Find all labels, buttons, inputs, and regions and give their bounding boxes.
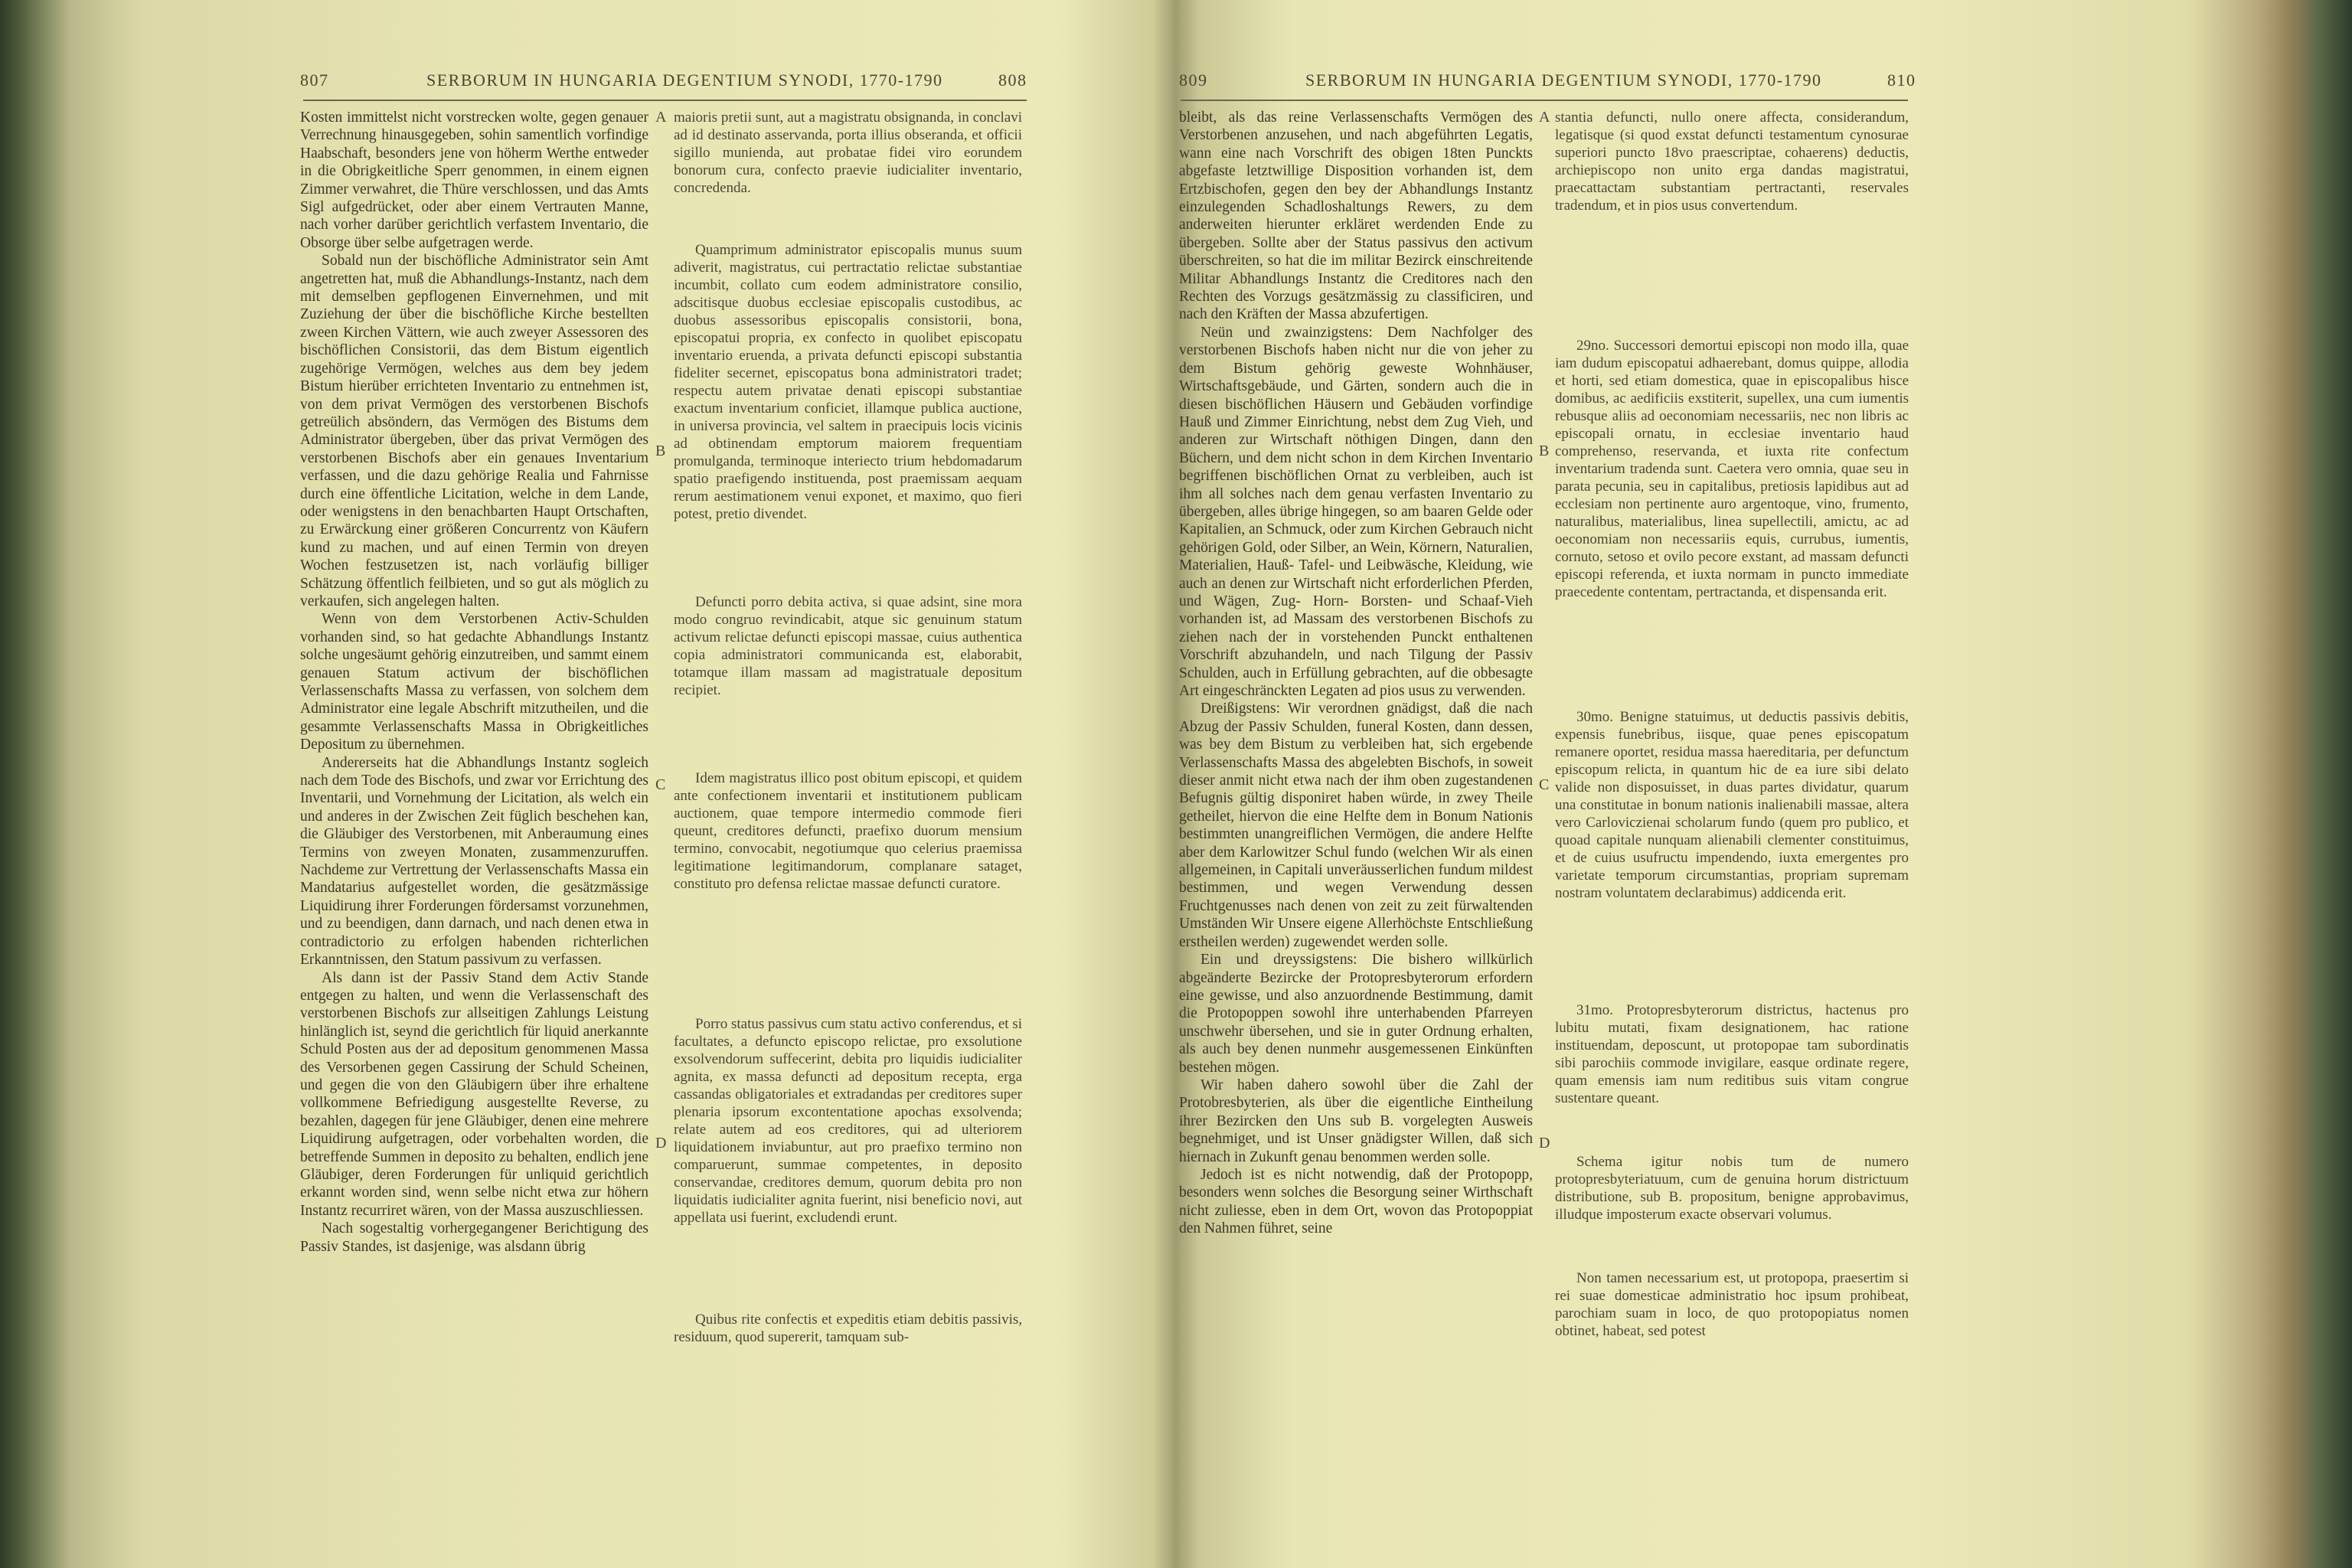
paragraph: Quibus rite confectis et expeditis etiam debitis passivis, residuum, quod supererit, tamquam sub-: [674, 1312, 1022, 1345]
latin-column-left: [674, 109, 1022, 1346]
paragraph: Nach sogestaltig vorhergegangener Berichtigung des Passiv Standes, ist dasjenige, was alsdann übrig: [300, 1220, 648, 1255]
paragraph: Kosten immittelst nicht vorstrecken wolte, gegen genauer Verrechnung hinausgegeben, sohin samentlich vorfindige Haabschaft, besonders jene von höherm Werthe entweder in die Obrigkeitliche Sperr genommen, in einem eignen Zimmer verwahret, die Thüre verschlossen, und das Amts Sigl aufgedrücket, oder aber einem Vertrauten Manne, nach vorher darüber gerichtlich verfastem Inventario, die Obsorge über selbe aufgetragen werde.: [300, 109, 648, 251]
paragraph: 31mo. Protopresbyterorum districtus, hactenus pro lubitu mutati, fixam designationem, hac ratione instituendam, deposcunt, ut protopopae tam subordinatis sibi parochiis commode invigilare, easque ordinate regere, quam emensis iam num reditibus suis vitam congrue sustentare queant.: [1555, 1002, 1909, 1106]
margin-letter-b: B: [655, 443, 666, 459]
margin-letter-d: D: [1539, 1135, 1550, 1152]
header-rule: [303, 100, 1027, 101]
margin-letter-c: C: [655, 776, 666, 793]
margin-letter-a: A: [1539, 109, 1550, 126]
paragraph: Sobald nun der bischöfliche Administrator sein Amt angetretten hat, muß die Abhandlungs-Instantz, nach dem mit demselben gepflogenen Einvernehmen, und mit Zuziehung der über die bischöfliche Kirche bestellten zween Kirchen Vättern, wie auch zweyer Assessoren des bischöflichen Consistorii, das dem Bistum eigentlich zugehörige Vermögen, welches aus dem bey jedem Bistum hierüber errichteten Inventario zu entnehmen ist, von dem privat Vermögen des verstorbenen Bischofs getreülich absöndern, das Vermögen des Bistums dem Administrator übergeben, über das privat Vermögen des verstorbenen Bischofs aber ein genaues Inventarium verfassen, und die dazu gehörige Realia und Fahrnisse durch eine öffentliche Licitation, welche in dem Lande, oder wenigstens in den benachbarten Haupt Ortschaften, zu Erwärckung einer größeren Concurrentz von Käufern kund zu machen, und auf einen Termin von dreyen Wochen festzusetzen ist, nach vorläufig billiger Schätzung öffentlich feilbieten, und so gut als möglich zu verkaufen, sich angelegen halten.: [300, 253, 648, 609]
paragraph: Wir haben dahero sowohl über die Zahl der Protobresbyterien, als über die eigentliche Eintheilung ihrer Bezircken den Uns sub B. vorgelegten Ausweis begnehmiget, und ist Unser gnädigster Willen, daß sich hiernach in Zukunft genau benommen werden solle.: [1179, 1076, 1533, 1165]
margin-letter-c: C: [1539, 776, 1550, 793]
paragraph: bleibt, als das reine Verlassenschafts Vermögen des Verstorbenen anzusehen, und nach abgeführten Legatis, wann eine nach Vorschrift des obigen 18ten Punckts abgefaste letztwillige Disposition vorhanden ist, dem Ertzbischofen, gegen den bey der Abhandlungs Instantz einzulegenden Schadloshaltungs Rewers, zu dem anderweiten hierunter erkläret werdenden Ende zu übergeben. Sollte aber der Status passivus den activum überschreiten, so hat die im militar Bezirck einschreitende Militar Abhandlungs Instantz die Creditores nach den Rechten des Vorzugs gesätzmässig zu classificiren, und nach den Kräften der Massa abzufertigen.: [1179, 109, 1533, 323]
margin-letter-a: A: [655, 109, 667, 126]
paragraph: Neün und zwainzigstens: Dem Nachfolger des verstorbenen Bischofs haben nicht nur die von jeher zu dem Bistum gehörig geweste Wohnhäuser, Wirtschaftsgebäude, und Gärten, sondern auch die in diesen bischöflichen Häusern und Gebäuden vorfindige Hauß und Zimmer Einrichtung, nebst dem Zug Vieh, und anderen zur Wirtschaft nöthigen Dingen, dann den Büchern, und dem nicht schon in dem Kirchen Inventario begriffenen bischöflichen Ornat zu verbleiben, auch ist ihm all solches nach dem genau verfasten Inventario zu übergeben, alles übrige hingegen, so am baaren Gelde oder Kapitalien, an Schmuck, oder zum Kirchen Gebrauch nicht gehörigen Gold, oder Silber, an Wein, Körnern, Naturalien, Materialien, Hauß- Tafel- und Leibwäsche, Kleidung, wie auch an denen zur Wirtschaft nicht erforderlichen Pferden, und Wägen, Zug- Horn- Borsten- und Schaaf-Vieh vorhanden ist, ad Massam des verstorbenen Bischofs zu ziehen nach der in vorstehenden Punckt enthaltenen Vorschrift abzuhandeln, und nach Tilgung der Passiv Schulden, auch in Erfüllung gebrachten, auf die obbesagte Art eingeschränckten Legaten ad pios usus zu verwenden.: [1179, 324, 1533, 699]
left-page: [0, 0, 1102, 1568]
page-number-810: 810: [1887, 70, 1916, 90]
paragraph: Andererseits hat die Abhandlungs Instantz sogleich nach dem Tode des Bischofs, und zwar vor Errichtung des Inventarii, und Vornehmung der Licitation, als welch ein und anderes in der Zwischen Zeit füglich beschehen kan, die Gläubiger des Verstorbenen, mit Anberaumung eines Termins von zweyen Monaten, zusammenzuruffen. Nachdeme zur Vertrettung der Verlassenschafts Massa ein Mandatarius aufgestellet worden, die gesätzmässige Liquidirung ihrer Forderungen fördersamst vorzunehmen, und zu beendigen, dann darnach, und nach denen etwa in contradictorio zu erfolgen habenden richterlichen Erkanntnissen, den Statum passivum zu verfassen.: [300, 754, 648, 969]
paragraph: Idem magistratus illico post obitum episcopi, et quidem ante confectionem inventarii et institutionem publicam auctionem, quae tempore intermedio commode fieri queunt, creditores defuncti, praefixo duorum mensium termino, convocabit, negotiumque quo celerius praemissa legitimatione legitimandorum, complanare sataget, constituto pro defensa relictae massae defuncti curatore.: [674, 770, 1022, 892]
paragraph: Als dann ist der Passiv Stand dem Activ Stande entgegen zu halten, und wenn die Verlassenschaft des verstorbenen Bischofs zur allseitigen Zahlungs Leistung hinlänglich ist, seynd die gerichtlich für liquid anerkannte Schuld Posten aus der ad depositum genommenen Massa des Versorbenen gegen Cassirung der Schuld Scheinen, und gegen die von den Gläubigern über ihre erhaltene vollkommene Befriedigung ausgestellte Reverse, zu bezahlen, dagegen für jene Gläubiger, denen eine mehrere Liquidirung aufgetragen, oder vorbehalten worden, die betreffende Summen in deposito zu behalten, endlich jene Gläubiger, deren Forderungen für unliquid gerichtlich erkannt worden sind, wenn selbe nicht etwa zur höhern Instantz recurriret wären, von der Massa auszuschliessen.: [300, 969, 648, 1219]
right-page: [1170, 0, 2272, 1568]
latin-column-right: [1555, 109, 1909, 1340]
page-number-807: 807: [300, 70, 329, 90]
paragraph: Jedoch ist es nicht notwendig, daß der Protopopp, besonders wenn solches die Besorgung seiner Wirthschaft nicht zuliesse, eben in dem Ort, wovon das Protopoppiat den Nahmen führet, seine: [1179, 1166, 1533, 1237]
paragraph: stantia defuncti, nullo onere affecta, considerandum, legatisque (si quod exstat defuncti testamentum cynosurae superiori puncto 18vo praescriptae, cohaerens) deductis, archiepiscopo non unito erga dandas magistratui, praecattactam substantiam pertractanti, reservales tradendum, et in pios usus convertendum.: [1555, 109, 1909, 214]
margin-letter-d: D: [655, 1135, 667, 1152]
running-title: SERBORUM IN HUNGARIA DEGENTIUM SYNODI, 1770-1790: [426, 70, 943, 90]
paragraph: Wenn von dem Verstorbenen Activ-Schulden vorhanden sind, so hat gedachte Abhandlungs Instantz solche ungesäumt gehörig einzutreiben, und sammt einem genauen Statum activum der bischöflichen Verlassenschafts Massa zu verfassen, von solchem dem Administrator eine legale Abschrift mitzutheilen, und die gesammte Verlassenschafts Massa in Obrigkeitliches Depositum zu übernehmen.: [300, 611, 648, 753]
paragraph: Schema igitur nobis tum de numero protopresbyteriatuum, cum de genuina horum districtuum distributione, sub B. propositum, benigne approbavimus, illudque imposterum exacte observari volumus.: [1555, 1154, 1909, 1223]
paragraph: Defuncti porro debita activa, si quae adsint, sine mora modo congruo revindicabit, atque sic genuinum statum activum relictae defuncti episcopi massae, cuius authentica copia administratori communicanda est, elaborabit, totamque illam massam ad magistratuale depositum recipiet.: [674, 594, 1022, 698]
paragraph: Quamprimum administrator episcopalis munus suum adiverit, magistratus, cui pertractatio relictae substantiae incumbit, collato cum eodem administratore consilio, adscitisque duobus ecclesiae episcopalis custodibus, ac duobus assessoribus episcopalis consistorii, bona, episcopatui propria, ex confecto in quolibet episcopatu inventario eruenda, a privata defuncti episcopi substantia fideliter secernet, episcopatus bona administratori tradet; respectu autem privatae denati episcopi substantiae exactum inventarium conficiet, illamque publica auctione, in universa provincia, vel saltem in praecipuis locis vicinis ad obtinendam emptorum maiorem frequentiam promulganda, terminoque interiecto trium hebdomadarum spatio praefigendo instituenda, post praemissam aequam rerum aestimationem venui exponet, et maximo, quo fieri potest, pretio divendet.: [674, 242, 1022, 522]
paragraph: maioris pretii sunt, aut a magistratu obsignanda, in conclavi ad id destinato asservanda, porta illius obseranda, et officii sigillo munienda, aut probatae fidei viro eorundem bonorum cura, confecto praevie iudicialiter inventario, concredenda.: [674, 109, 1022, 196]
margin-letter-b: B: [1539, 443, 1550, 459]
header-rule: [1181, 100, 1908, 101]
page-number-809: 809: [1179, 70, 1208, 90]
paragraph: Dreißigstens: Wir verordnen gnädigst, daß die nach Abzug der Passiv Schulden, funeral Kosten, dann dessen, was bey dem Bistum zu verbleiben hat, sich ergebende Verlassenschafts Massa des abgelebten Bischofs, in soweit dieser anmit nicht etwa nach der ihm oben zugestandenen Befugnis gültig disponiret haben würde, in zwey Theile getheilet, hiervon die eine Helfte dem in Bonum Nationis bestimmten unangreiflichen Vermögen, die andere Helfte aber dem Karlowitzer Schul fundo (welchen Wir als einen allgemeinen, in Capitali unveräusserlichen fundum mildest bestimmen, und wegen Verwendung dessen Fruchtgenusses nach denen von zeit zu zeit fürwaltenden Umständen Wir Unsere eigene Allerhöchste Entschließung erstheilen werden) zugewendet werden solle.: [1179, 701, 1533, 950]
paragraph: Porro status passivus cum statu activo conferendus, et si facultates, a defuncto episcopo relictae, pro exsolutione exsolvendorum suffecerint, debita pro liquidis iudicialiter agnita, ex massa defuncti ad depositum recepta, erga cassandas obligatoriales et extradandas per creditores super plenaria ipsorum excontentatione apochas exsolvenda; relate autem ad eos creditores, qui ad ulteriorem liquidationem inviabuntur, aut pro praefixo termino non comparuerunt, summae competentes, in deposito conservandae, creditores demum, quorum debita pro non liquidatis iudicialiter agnita fuerint, nisi beneficio novi, aut appellata usi fuerint, excludendi erunt.: [674, 1016, 1022, 1226]
paragraph: 29no. Successori demortui episcopi non modo illa, quae iam dudum episcopatui adhaerebant, domus quippe, allodia et horti, sed etiam domestica, quae in episcopalibus hisce domibus, ac aedificiis exstiterit, supellex, una cum iumentis rebusque aliis ad oeconomiam necessariis, nec non libris ac episcopali ornatu, in ecclesiae inventario haud comprehenso, reservanda, et iuxta rite confectum inventarium tradenda sunt. Caetera vero omnia, quae seu in parata pecunia, seu in capitalibus, pretiosis lapidibus aut ad ecclesiam non pertinente auro argentoque, vino, frumento, naturalibus, materialibus, linea supellectili, amictu, ac ad oeconomiam non necessariis equis, currubus, iumentis, cornuto, setoso et ovilo pecore exstant, ad massam defuncti episcopi referenda, et iuxta normam in puncto immediate praecedente contentam, pertractanda, et dispensanda erit.: [1555, 338, 1909, 600]
german-column-left: [300, 109, 648, 1256]
paragraph: Ein und dreyssigstens: Die bishero willkürlich abgeänderte Bezircke der Protopresbyterorum erfordern eine gewisse, und also anzuordnende Bestimmung, damit die Protopoppen sowohl ihre unterhabenden Pfarreyen unschwehr übersehen, und sie in guter Ordnung erhalten, als auch bey denen nunmehr ausgemessenen Einkünften bestehen mögen.: [1179, 952, 1533, 1076]
german-column-right: [1179, 109, 1533, 1238]
page-number-808: 808: [998, 70, 1027, 90]
paragraph: 30mo. Benigne statuimus, ut deductis passivis debitis, expensis funebribus, iisque, quae penes episcopatum remanere oportet, residua massa haereditaria, per defunctum episcopum relicta, in quantum hic de ea iure sibi delato valide non disposuisset, in duas partes dividatur, quarum una constitutae in bonum nationis inalienabili massae, altera vero Carloviczienai scholarum fundo (quem pro publico, et quoad capitale nunquam alienabili clementer constituimus, et de cuius usufructu impendendo, iuxta emergentes pro varietate temporum circumstantias, propriam supremam nostram voluntatem declarabimus) addicenda erit.: [1555, 709, 1909, 901]
running-title: SERBORUM IN HUNGARIA DEGENTIUM SYNODI, 1770-1790: [1305, 70, 1822, 90]
paragraph: Non tamen necessarium est, ut protopopa, praesertim si rei suae domesticae administratio hoc ipsum prohibeat, parochiam suam in loco, de quo protopopiatus nomen obtinet, habeat, sed potest: [1555, 1270, 1909, 1339]
